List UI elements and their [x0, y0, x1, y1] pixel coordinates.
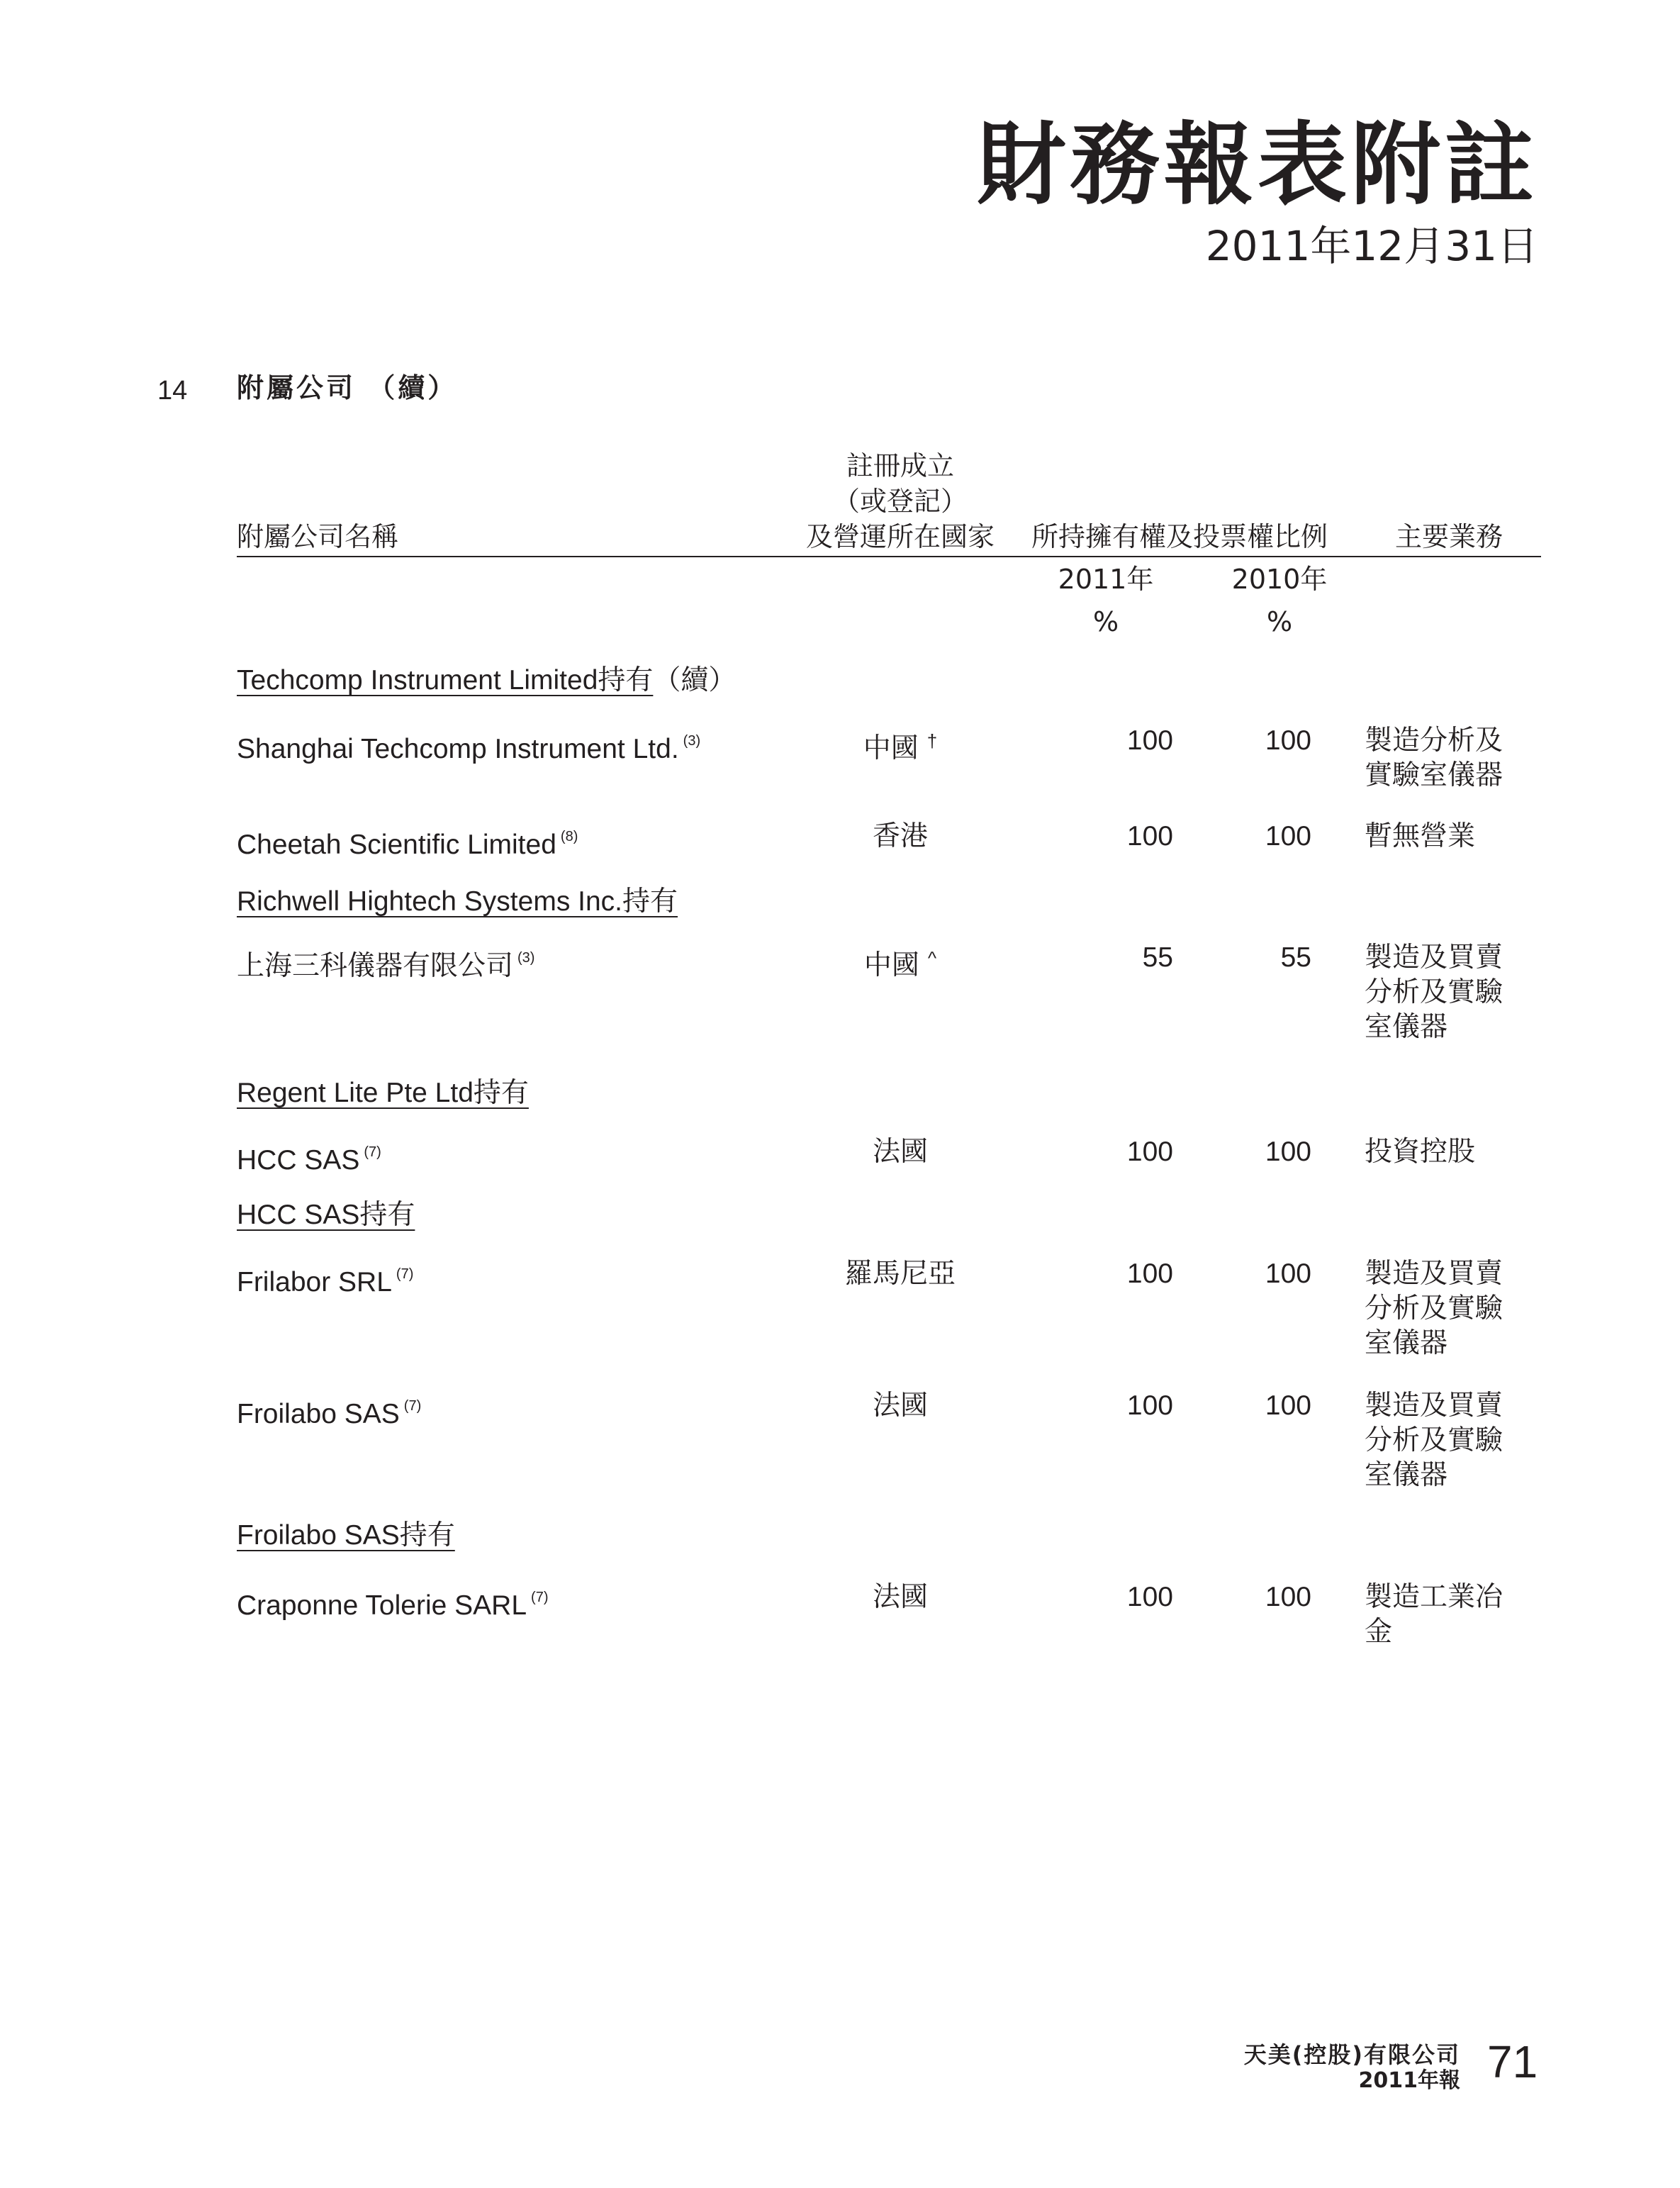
section-number: 14: [157, 376, 188, 406]
country: 法國: [872, 1390, 928, 1421]
holding-2011: 100: [1126, 1390, 1173, 1421]
group-title: Regent Lite Pte Ltd持有: [237, 1078, 529, 1108]
principal-activity: 製造分析及實驗室儀器: [1365, 725, 1503, 791]
principal-activity: 製造及買賣分析及實驗室儀器: [1365, 1390, 1503, 1490]
holding-2010: 100: [1265, 725, 1311, 756]
year-2011-header: 2011年: [1058, 564, 1154, 595]
note-ref: (7): [403, 1398, 422, 1414]
holding-2011: 100: [1126, 821, 1173, 852]
holding-2010: 100: [1265, 1582, 1311, 1612]
holding-2011: 55: [1142, 942, 1173, 973]
country: 香港: [872, 821, 928, 852]
subsidiary-name: Froilabo SAS $^{(7)}$: [237, 1398, 422, 1429]
country: 羅馬尼亞: [844, 1258, 956, 1289]
column-header-name: 附屬公司名稱: [237, 521, 399, 552]
holding-2010: 100: [1265, 1390, 1311, 1421]
principal-activity: 投資控股: [1365, 1137, 1476, 1167]
percent-2011-header: %: [1092, 606, 1119, 637]
holding-2010: 100: [1265, 821, 1311, 852]
principal-activity: 製造及買賣分析及實驗室儀器: [1365, 942, 1503, 1042]
holding-2010: 100: [1265, 1258, 1311, 1289]
group-title: Richwell Hightech Systems Inc.持有: [237, 886, 678, 917]
note-ref: (3): [683, 733, 701, 749]
percent-2010-header: %: [1266, 606, 1293, 637]
country: 法國: [872, 1137, 928, 1167]
holding-2010: 55: [1280, 942, 1311, 973]
note-ref: (7): [364, 1144, 381, 1160]
holding-2010: 100: [1265, 1137, 1311, 1167]
group-title: Techcomp Instrument Limited持有（續）: [237, 665, 737, 696]
column-header-country-line3: 及營運所在國家: [805, 521, 995, 552]
group-title: HCC SAS持有: [237, 1200, 415, 1230]
subsidiary-name: HCC SAS $^{(7)}$: [237, 1144, 381, 1176]
principal-activity: 製造工業冶金: [1365, 1582, 1503, 1647]
column-header-country: [794, 448, 1007, 554]
group-title: Froilabo SAS持有: [237, 1520, 455, 1551]
subsidiary-name: Shanghai Techcomp Instrument Ltd. $^{(3)}$: [237, 733, 701, 764]
column-header-holding: 所持擁有權及投票權比例: [1031, 521, 1328, 552]
principal-activity: 暫無營業: [1365, 821, 1476, 852]
note-ref: (8): [560, 829, 578, 844]
section-title: 附屬公司 （續）: [237, 372, 458, 403]
principal-activity: 製造及買賣分析及實驗室儀器: [1365, 1258, 1503, 1358]
holding-2011: 100: [1126, 1258, 1173, 1289]
country: 法國: [872, 1582, 928, 1612]
subsidiary-name: Craponne Tolerie SARL $^{(7)}$: [237, 1590, 549, 1621]
footer-report: 2011年報: [1358, 2068, 1460, 2093]
note-ref: (7): [531, 1590, 549, 1605]
column-header-business: 主要業務: [1395, 521, 1503, 552]
footnote-mark: †: [926, 730, 938, 752]
subsidiary-name: Frilabor SRL $^{(7)}$: [237, 1266, 414, 1297]
country: 中國 †: [863, 730, 938, 764]
column-header-country-line2: （或登記）: [832, 486, 968, 517]
page-date: 2011年12月31日: [1205, 222, 1538, 270]
page-number: 71: [1487, 2036, 1538, 2087]
subsidiary-name: Cheetah Scientific Limited $^{(8)}$: [237, 829, 578, 860]
note-ref: (3): [517, 950, 535, 966]
holding-2011: 100: [1126, 1582, 1173, 1612]
year-2010-header: 2010年: [1231, 564, 1328, 595]
footnote-mark: ^: [927, 947, 937, 969]
group-title-suffix: （續）: [653, 665, 737, 696]
holding-2011: 100: [1126, 1137, 1173, 1167]
country: 中國 ^: [863, 947, 937, 981]
note-ref: (7): [396, 1266, 414, 1282]
footer-company: 天美(控股)有限公司: [1243, 2041, 1460, 2068]
holding-2011: 100: [1126, 725, 1173, 756]
subsidiary-name: 上海三科儀器有限公司 $^{(3)}$: [237, 950, 535, 981]
page-title: 財務報表附註: [977, 113, 1538, 217]
column-header-country-line1: 註冊成立: [846, 450, 954, 481]
header-rule: [237, 556, 1541, 557]
